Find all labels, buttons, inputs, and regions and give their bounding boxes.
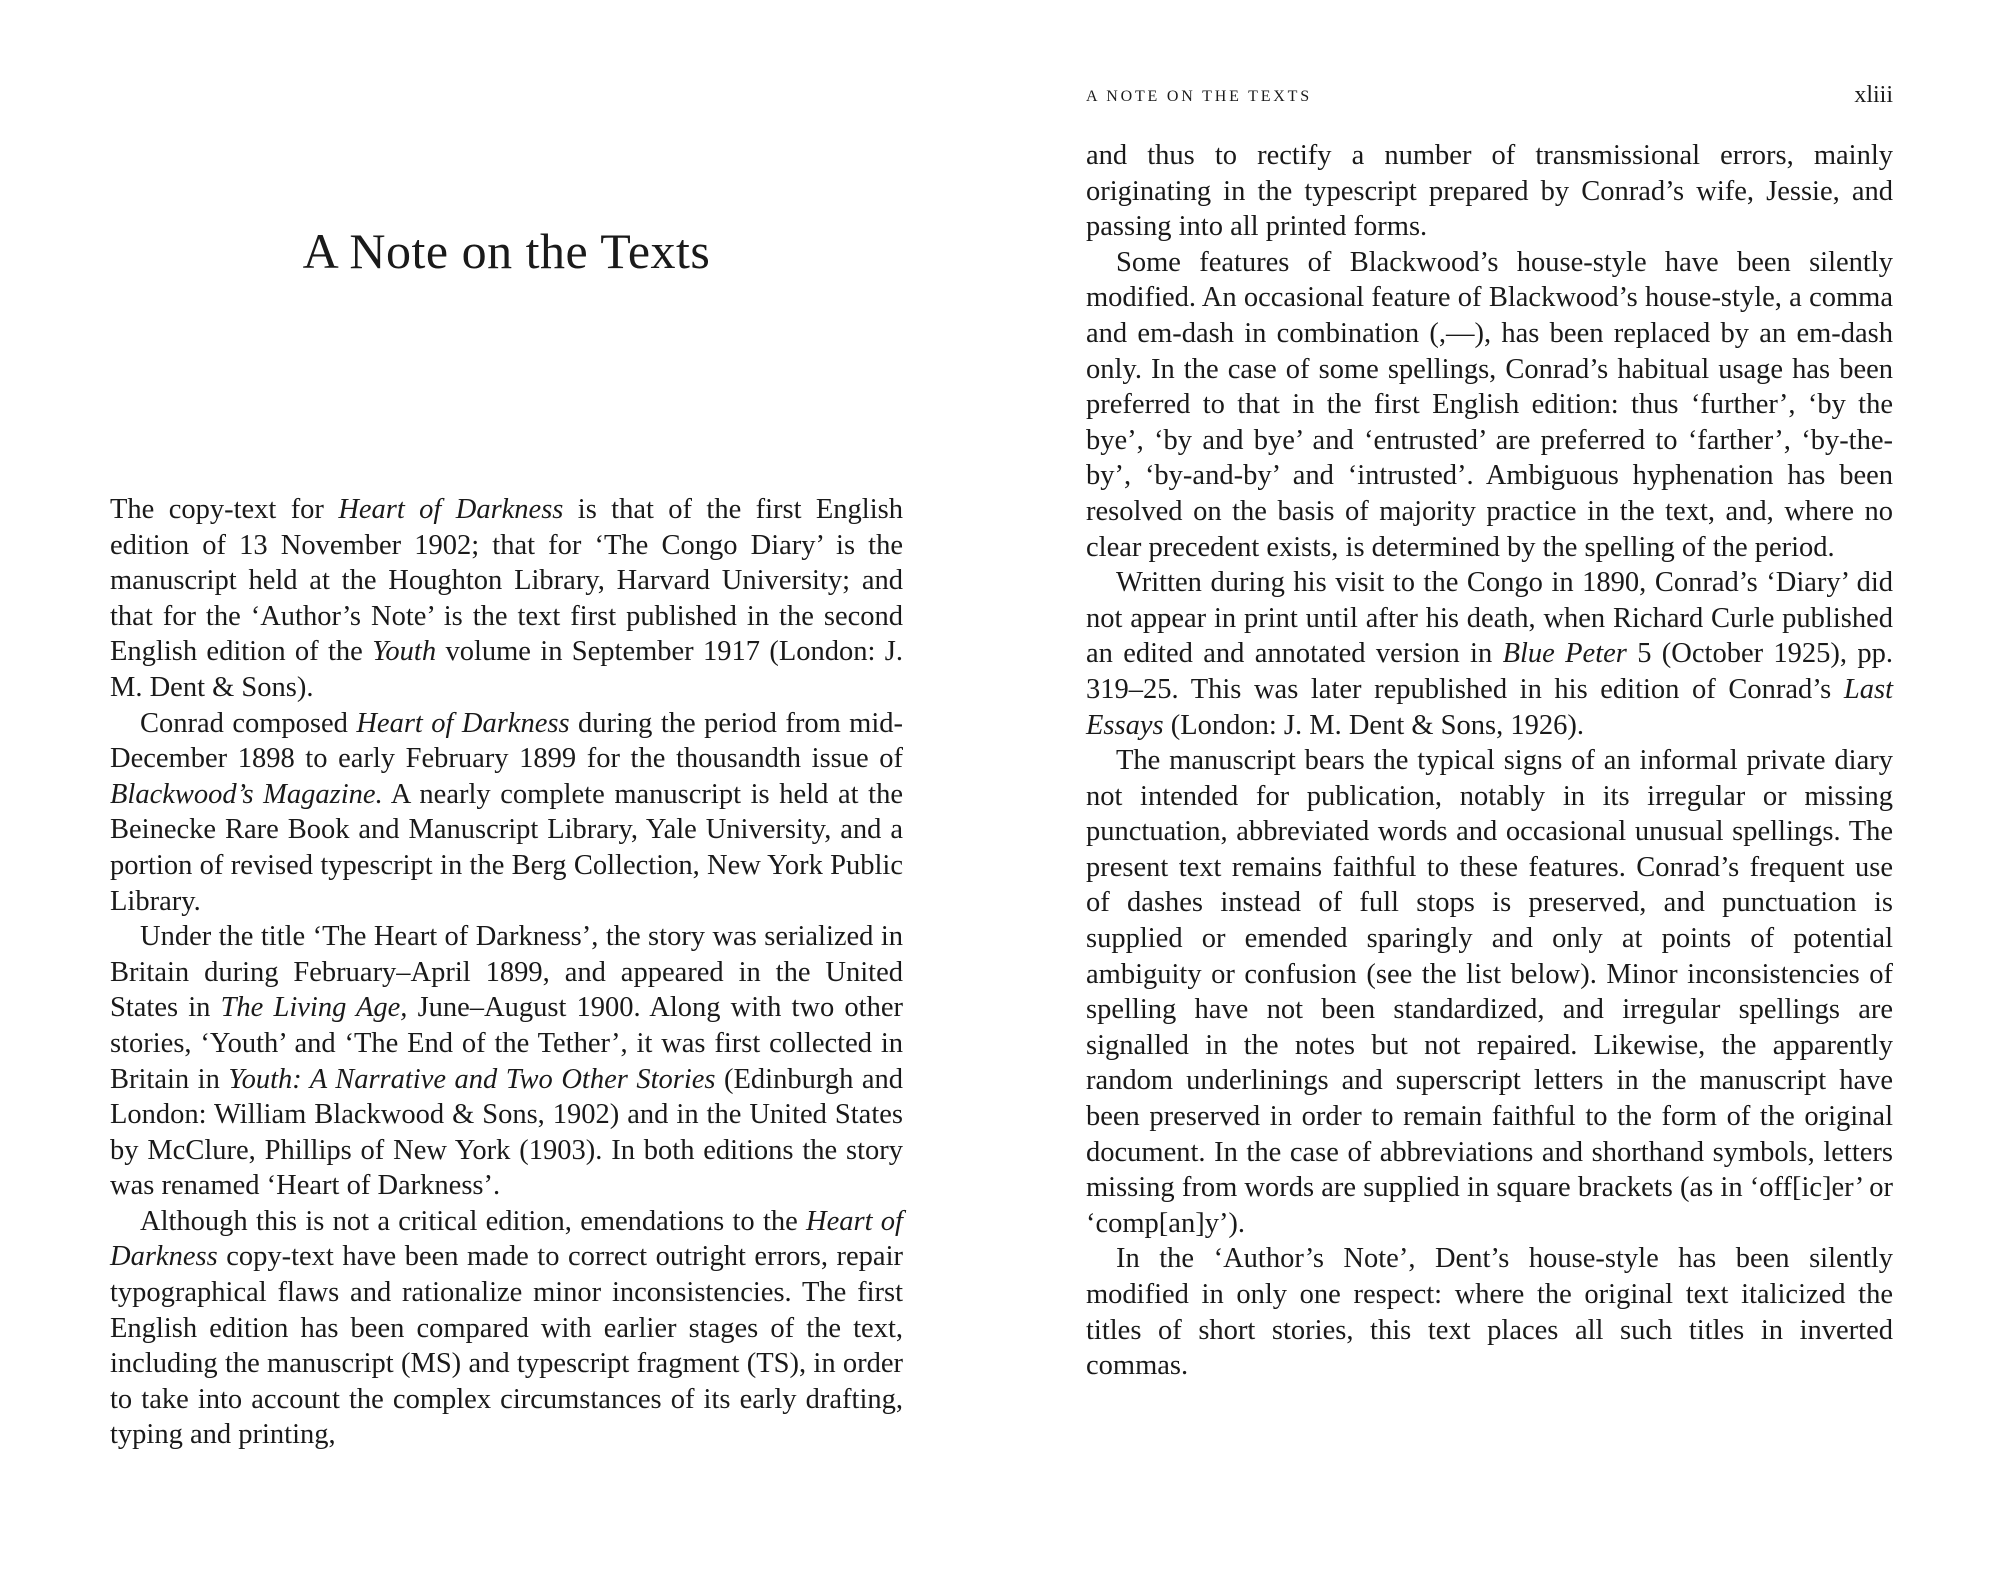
text-run: and thus to rectify a number of transmissional errors, mainly originating in the typescript prepared by Conrad’s wife, Jessie, and passing into all printed forms. xyxy=(1086,140,1893,243)
paragraph xyxy=(110,706,903,920)
right-page xyxy=(1000,0,2000,1590)
italic-text: Youth xyxy=(372,636,437,668)
text-run: The manuscript bears the typical signs of an informal private diary not intended for publication, notably in its irregular or missing punctuation, abbreviated words and occasional unusual spellings. The present text remains faithful to these features. Conrad’s frequent use of dashes instead of full stops is preserved, and punctuation is supplied or emended sparingly and only at points of potential ambiguity or confusion (see the list below). Minor inconsistencies of spelling have not been standardized, and irregular spellings are signalled in the notes but not repaired. Likewise, the apparently random underlinings and superscript letters in the manuscript have been preserved in order to remain faithful to the form of the original document. In the case of abbreviations and shorthand symbols, letters missing from words are supplied in square brackets (as in ‘off[ic]er’ or ‘comp[an]y’). xyxy=(1086,745,1893,1239)
italic-text: Heart of Darkness xyxy=(356,707,570,739)
text-run: 5 (October 1925), pp. 319–25. This was later republished in his edition of Conrad’s xyxy=(1086,638,1893,705)
running-head: A NOTE ON THE TEXTS xyxy=(1086,88,1312,105)
page-number: xliii xyxy=(1854,82,1893,108)
paragraph xyxy=(110,919,903,1204)
left-body-text xyxy=(110,492,903,1453)
text-run: is that of the first English edition of 13 November 1902; that for ‘The Congo Diary’ is the manuscript held at the Houghton Library, Harvard University; and that for the ‘Author’s Note’ is the text first published in the second English edition of the xyxy=(110,494,903,668)
text-run: Some features of Blackwood’s house-style have been silently modified. An occasional feature of Blackwood’s house-style, a comma and em-dash in combination (,—), has been replaced by an em-dash only. In the case of some spellings, Conrad’s habitual usage has been preferred to that in the first English edition: thus ‘further’, ‘by the bye’, ‘by and bye’ and ‘entrusted’ are preferred to ‘farther’, ‘by-the-by’, ‘by-and-by’ and ‘intrusted’. Ambiguous hyphenation has been resolved on the basis of majority practice in the text, and, where no clear precedent exists, is determined by the spelling of the period. xyxy=(1086,246,1893,563)
text-run: Although this is not a critical edition, emendations to the xyxy=(140,1205,807,1237)
paragraph xyxy=(1086,743,1893,1241)
text-run: In the ‘Author’s Note’, Dent’s house-style has been silently modified in only one respect: where the original text italicized the titles of short stories, this text places all such titles in inverted commas. xyxy=(1086,1243,1893,1382)
italic-text: Heart of Darkness xyxy=(110,1205,903,1273)
paragraph xyxy=(1086,245,1893,565)
paragraph xyxy=(110,1204,903,1453)
italic-text: Blackwood’s Magazine. xyxy=(110,778,383,810)
text-run: Under the title ‘The Heart of Darkness’, the story was serialized in Britain during February–April 1899, and appeared in the United States in xyxy=(110,921,903,1024)
text-run: A nearly complete manuscript is held at the Beinecke Rare Book and Manuscript Library, Yale University, and a portion of revised typescript in the Berg Collection, New York Public Library. xyxy=(110,778,903,917)
text-run: Conrad composed xyxy=(140,707,357,739)
paragraph xyxy=(1086,1241,1893,1383)
italic-text: Youth: A Narrative and Two Other Stories xyxy=(228,1063,716,1095)
italic-text: Heart of Darkness xyxy=(338,494,564,525)
paragraph xyxy=(110,492,903,706)
text-run: Written during his visit to the Congo in 1890, Conrad’s ‘Diary’ did not appear in print until after his death, when Richard Curle published an edited and annotated version in xyxy=(1086,567,1893,670)
text-run: volume in September 1917 (London: J. M. Dent & Sons). xyxy=(110,636,903,703)
italic-text: The Living Age, xyxy=(220,992,408,1024)
text-run: (Edinburgh and London: William Blackwood & Sons, 1902) and in the United States by McClure, Phillips of New York (1903). In both editions the story was renamed ‘Heart of Darkness’. xyxy=(110,1063,903,1202)
paragraph xyxy=(1086,565,1893,743)
text-run: (London: J. M. Dent & Sons, 1926). xyxy=(1163,709,1584,741)
italic-text: Last Essays xyxy=(1086,673,1893,741)
right-body-text xyxy=(1086,138,1893,1384)
italic-text: Blue Peter xyxy=(1502,638,1627,670)
text-run: copy-text have been made to correct outright errors, repair typographical flaws and rationalize minor inconsistencies. The first English edition has been compared with earlier stages of the text, including the manuscript (MS) and typescript fragment (TS), in order to take into account the complex circumstances of its early drafting, typing and printing, xyxy=(110,1241,903,1451)
text-run: The copy-text for xyxy=(110,494,339,525)
chapter-title: A Note on the Texts xyxy=(302,223,711,279)
paragraph xyxy=(1086,138,1893,245)
text-run: during the period from mid-December 1898 to early February 1899 for the thousandth issue of xyxy=(110,707,903,775)
text-run: June–August 1900. Along with two other stories, ‘Youth’ and ‘The End of the Tether’, it was first collected in Britain in xyxy=(110,992,903,1095)
